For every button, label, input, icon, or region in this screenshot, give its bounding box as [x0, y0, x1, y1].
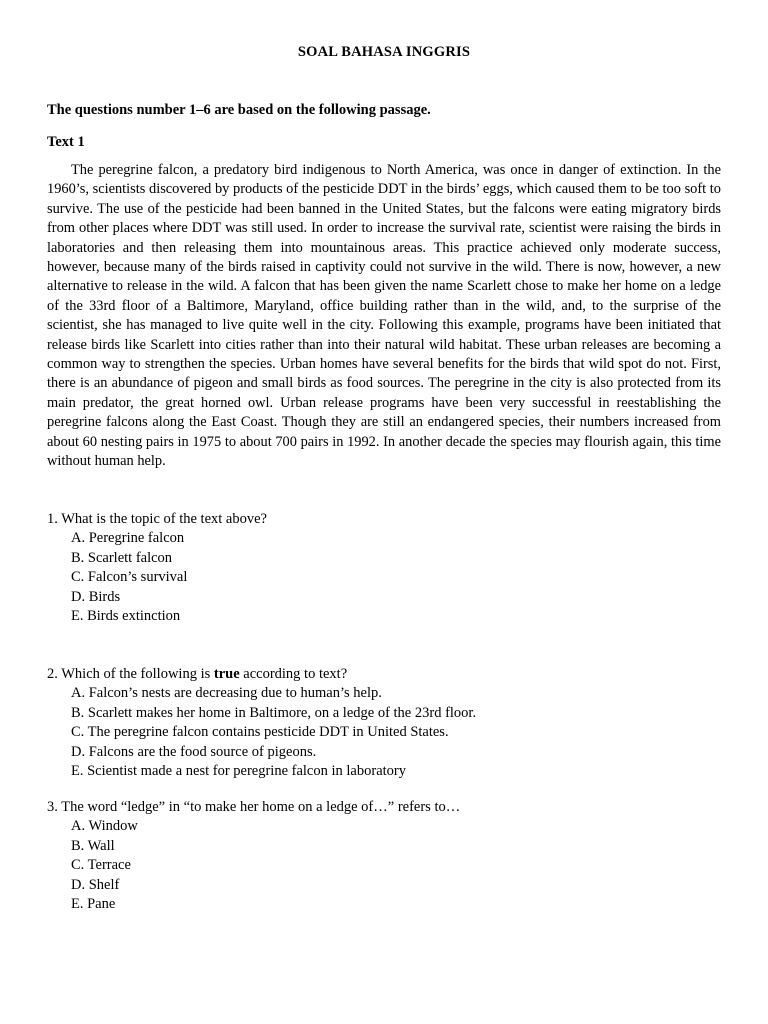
answer-option: C. Falcon’s survival	[71, 569, 188, 586]
answer-options	[47, 529, 267, 626]
answer-option: D. Falcons are the food source of pigeons.	[71, 743, 317, 760]
answer-option: B. Wall	[71, 837, 115, 854]
answer-option: D. Birds	[71, 588, 121, 605]
answer-option: C. Terrace	[71, 857, 131, 874]
answer-option: C. The peregrine falcon contains pesticide DDT in United States.	[71, 724, 449, 741]
reading-passage: The peregrine falcon, a predatory bird indigenous to North America, was once in danger of extinction. In the 1960’s, scientists discovered by products of the pesticide DDT in the birds’ eggs, which caused them to be too soft to survive. The use of the pesticide had been banned in the United States, but the falcons were eating migratory birds from other places where DDT was still used. In order to increase the survival rate, scientist were raising the birds in laboratories and then releasing them into mountainous areas. This practice achieved only moderate success, however, because many of the birds raised in captivity could not survive in the wild. There is now, however, a new alternative to release in the wild. A falcon that has been given the name Scarlett chose to make her home on a ledge of the 33rd floor of a Baltimore, Maryland, office building rather than in the wild, and, to the surprise of the scientist, she has managed to live quite well in the city. Following this example, programs have been initiated that release birds like Scarlett into cities rather than into their natural wild habitat. These urban releases are becoming a common way to strengthen the species. Urban homes have several benefits for the birds that wild spot do not. First, there is an abundance of pigeon and small birds as food sources. The peregrine in the city is also protected from its main predator, the great horned owl. Urban release programs have been very successful in reestablishing the peregrine falcons along the East Coast. Though they are still an endangered species, their numbers increased from about 60 nesting pairs in 1975 to about 700 pairs in 1992. In another decade the species may flourish again, this time without human help.	[47, 162, 721, 470]
answer-option: B. Scarlett makes her home in Baltimore, on a ledge of the 23rd floor.	[71, 704, 477, 721]
text-label: Text 1	[47, 134, 85, 150]
answer-option: E. Pane	[71, 896, 116, 913]
question-3	[47, 798, 460, 914]
answer-option: A. Window	[71, 818, 138, 835]
instructions-heading: The questions number 1–6 are based on the following passage.	[47, 102, 431, 118]
page-title: SOAL BAHASA INGGRIS	[297, 44, 471, 60]
question-stem-part: 2. Which of the following is	[47, 666, 214, 682]
answer-options	[47, 684, 476, 781]
question-stem: 3. The word “ledge” in “to make her home on a ledge of…” refers to…	[47, 799, 461, 815]
question-2	[47, 665, 476, 781]
answer-option: B. Scarlett falcon	[71, 549, 173, 566]
answer-options	[47, 817, 460, 914]
answer-option: A. Falcon’s nests are decreasing due to human’s help.	[71, 685, 382, 702]
answer-option: A. Peregrine falcon	[71, 530, 185, 547]
question-stem: 1. What is the topic of the text above?	[47, 511, 267, 527]
question-stem-part: according to text?	[239, 666, 348, 682]
question-stem-emphasis: true	[213, 666, 240, 682]
answer-option: E. Scientist made a nest for peregrine falcon in laboratory	[71, 763, 406, 780]
answer-option: D. Shelf	[71, 876, 120, 893]
answer-option: E. Birds extinction	[71, 608, 181, 625]
question-stem	[47, 665, 476, 684]
question-1	[47, 510, 267, 626]
